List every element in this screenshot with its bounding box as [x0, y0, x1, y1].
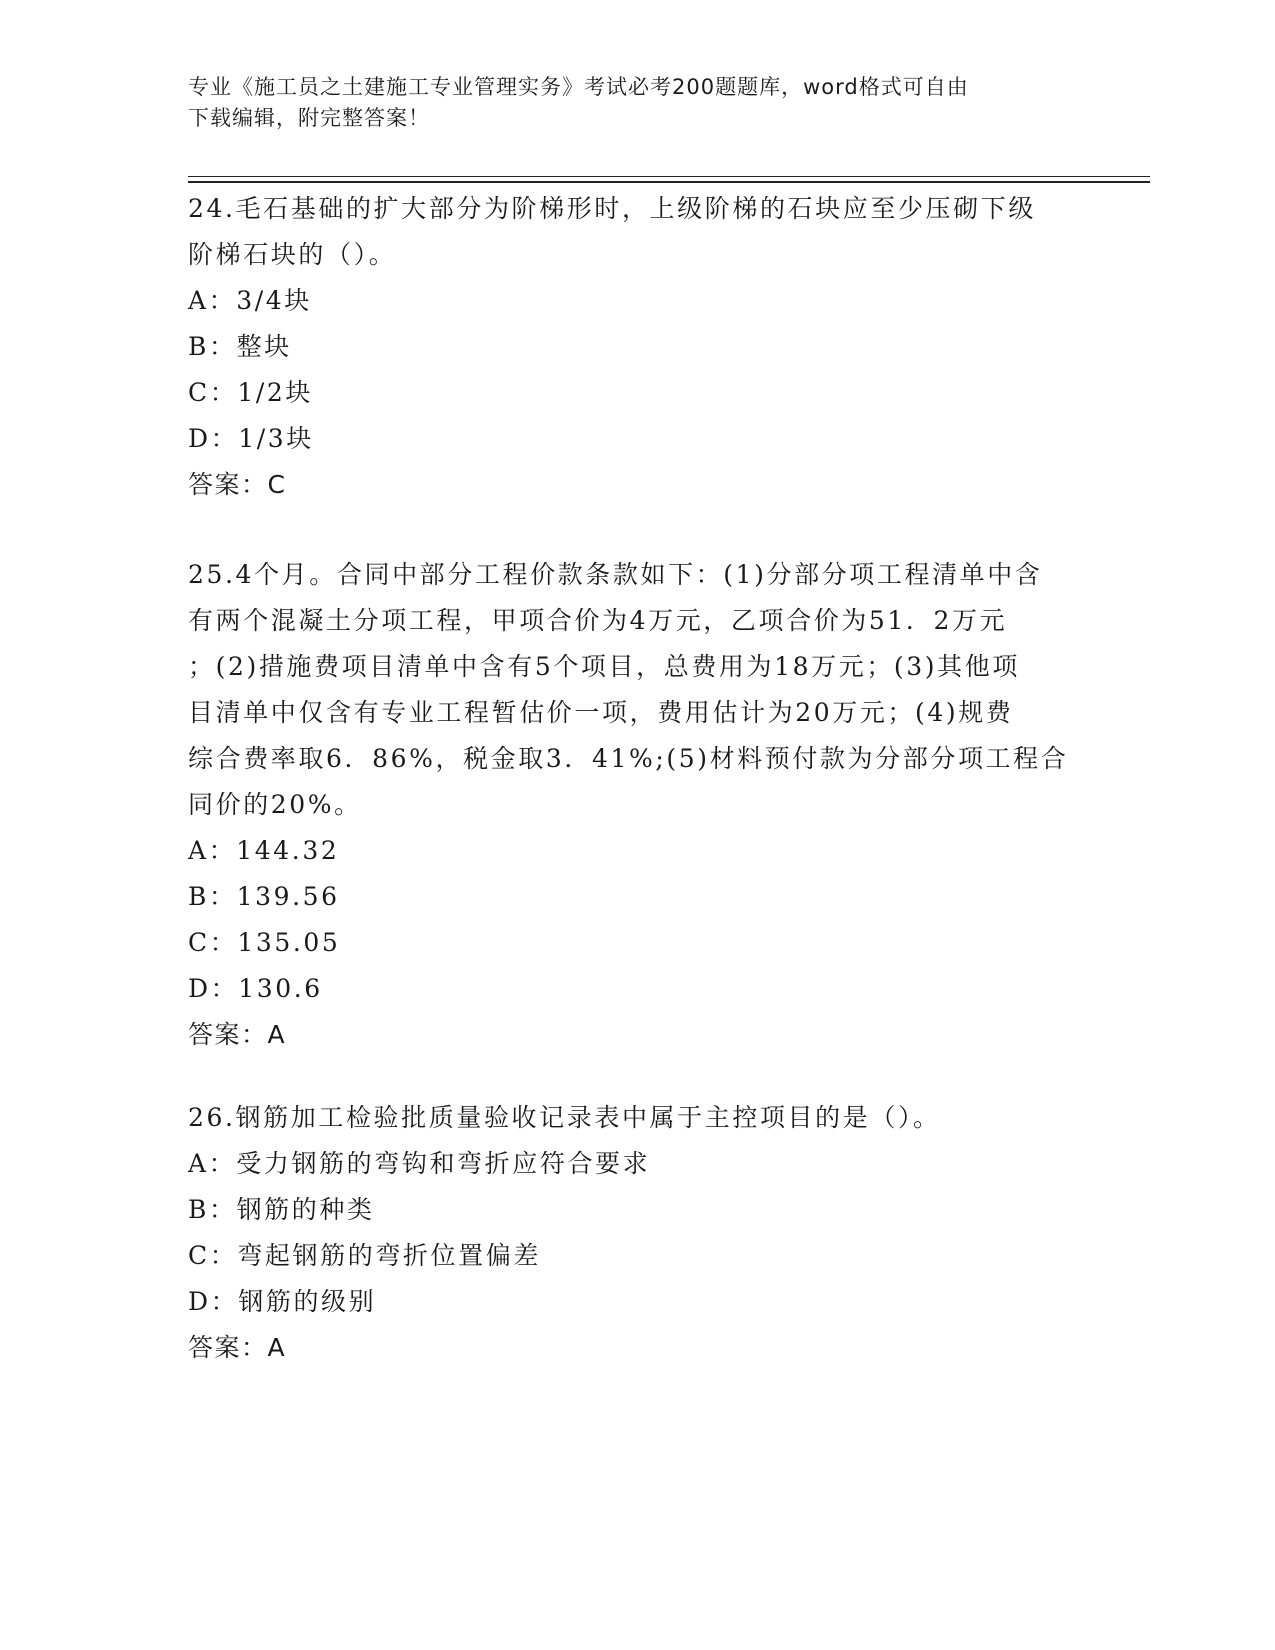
- option-a: A：3/4块: [188, 286, 312, 315]
- option-a: A：受力钢筋的弯钩和弯折应符合要求: [188, 1149, 651, 1178]
- header-title-line-1: 专业《施工员之土建施工专业管理实务》考试必考200题题库，word格式可自由: [188, 75, 969, 99]
- header-divider-top: [188, 176, 1150, 177]
- stem-line: 目清单中仅含有专业工程暂估价一项，费用估计为20万元；(4)规费: [188, 698, 1014, 727]
- header-title-line-2: 下载编辑，附完整答案！: [188, 106, 430, 130]
- question-24: [188, 186, 1088, 508]
- header-divider-bottom: [188, 181, 1150, 183]
- stem-line: ；(2)措施费项目清单中含有5个项目，总费用为18万元；(3)其他项: [188, 652, 1020, 681]
- document-header: [188, 72, 1068, 134]
- stem-line: 综合费率取6．86%，税金取3．41%;(5)材料预付款为分部分项工程合: [188, 744, 1069, 773]
- question-stem: [188, 186, 1088, 278]
- option-b: B：钢筋的种类: [188, 1195, 375, 1224]
- option-c: C：1/2块: [188, 378, 313, 407]
- stem-line: 24.毛石基础的扩大部分为阶梯形时，上级阶梯的石块应至少压砌下级: [188, 194, 1036, 223]
- question-26: [188, 1095, 1088, 1371]
- option-d: D：钢筋的级别: [188, 1287, 377, 1316]
- question-25: [188, 552, 1088, 1058]
- option-a: A：144.32: [188, 836, 340, 865]
- stem-line: 阶梯石块的（）。: [188, 240, 397, 269]
- answer: 答案：A: [188, 1333, 287, 1362]
- option-c: C：弯起钢筋的弯折位置偏差: [188, 1241, 541, 1270]
- answer: 答案：A: [188, 1020, 287, 1049]
- stem-line: 26.钢筋加工检验批质量验收记录表中属于主控项目的是（）。: [188, 1103, 941, 1132]
- stem-line: 有两个混凝土分项工程，甲项合价为4万元，乙项合价为51．2万元: [188, 606, 1008, 635]
- answer: 答案：C: [188, 470, 287, 499]
- question-stem: [188, 1095, 1088, 1141]
- stem-line: 25.4个月。合同中部分工程价款条款如下：(1)分部分项工程清单中含: [188, 560, 1043, 589]
- option-d: D：1/3块: [188, 424, 314, 453]
- option-b: B：整块: [188, 332, 292, 361]
- option-c: C：135.05: [188, 928, 341, 957]
- question-stem: [188, 552, 1088, 828]
- option-b: B：139.56: [188, 882, 340, 911]
- option-d: D：130.6: [188, 974, 323, 1003]
- stem-line: 同价的20%。: [188, 790, 362, 819]
